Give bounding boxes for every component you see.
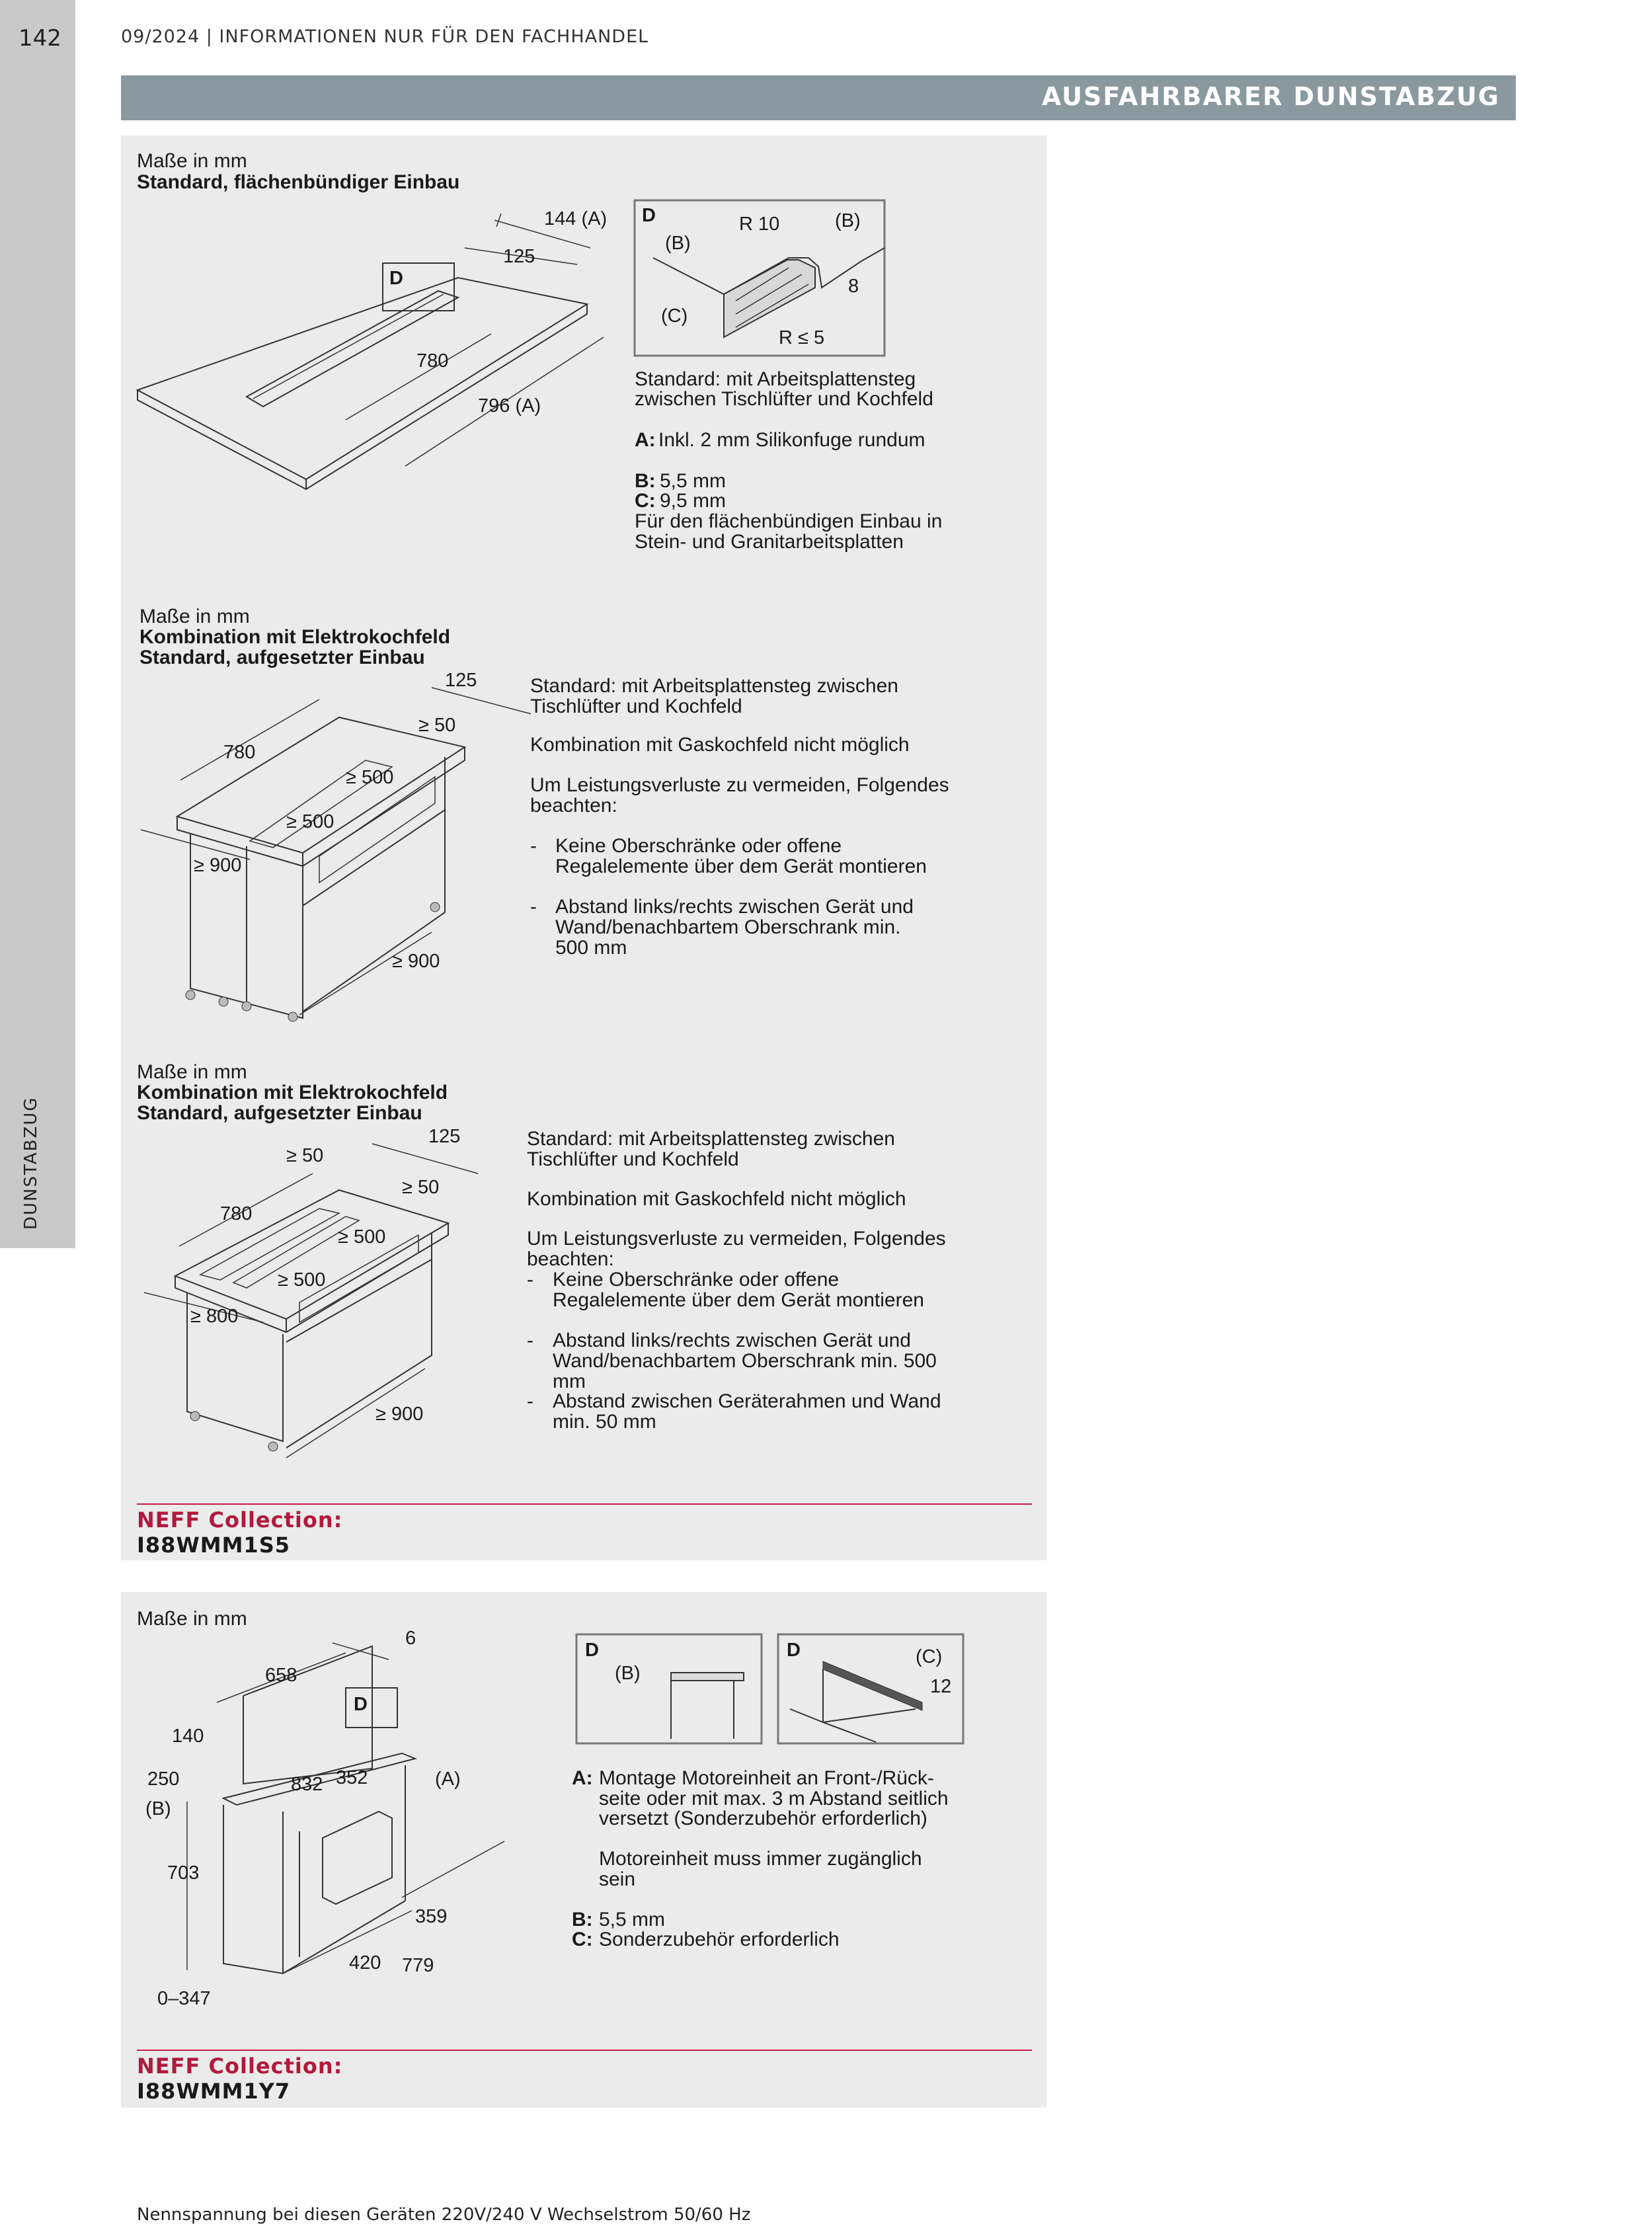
s2-note-8: Abstand links/rechts zwischen Gerät und bbox=[555, 896, 914, 918]
s2-dash-2: - bbox=[530, 896, 537, 918]
s2-dim-900a: ≥ 900 bbox=[194, 855, 242, 876]
s2-note-1: Standard: mit Arbeitsplattensteg zwischen bbox=[530, 675, 898, 697]
s3-note-12: min. 50 mm bbox=[553, 1411, 656, 1433]
title-banner bbox=[121, 75, 1516, 120]
s2-note-3: Kombination mit Gaskochfeld nicht möglich bbox=[530, 734, 910, 756]
s3-dim-50a: ≥ 50 bbox=[286, 1145, 324, 1166]
units-label-4: Maße in mm bbox=[137, 1608, 247, 1630]
s1-c-text: 9,5 mm bbox=[660, 490, 727, 512]
s2-dim-50: ≥ 50 bbox=[418, 715, 456, 736]
model-number-1: I88WMM1S5 bbox=[137, 1533, 290, 1558]
s3-note-1: Standard: mit Arbeitsplattensteg zwischen bbox=[527, 1128, 895, 1150]
s2-dim-500b: ≥ 500 bbox=[286, 811, 334, 832]
page-title: AUSFAHRBARER DUNSTABZUG bbox=[1041, 82, 1500, 111]
combo-drawing-2 bbox=[121, 1124, 531, 1468]
s3-note-5: beachten: bbox=[527, 1248, 614, 1270]
s3-title-2: Standard, aufgesetzter Einbau bbox=[137, 1102, 422, 1124]
downdraft-drawing bbox=[121, 1626, 544, 2023]
s4-a-line3: versetzt (Sonderzubehör erforderlich) bbox=[599, 1808, 927, 1829]
s4-dim-703: 703 bbox=[167, 1862, 200, 1884]
s3-note-3: Kombination mit Gaskochfeld nicht möglich bbox=[527, 1188, 906, 1210]
s1-c-key: C: bbox=[635, 490, 656, 512]
dim-796: 796 (A) bbox=[478, 395, 541, 417]
s1-a-text: Inkl. 2 mm Silikonfuge rundum bbox=[658, 429, 925, 451]
motor-unit bbox=[323, 1812, 392, 1904]
combo-drawing-1 bbox=[121, 668, 531, 1025]
s3-dim-900: ≥ 900 bbox=[375, 1404, 424, 1425]
dim-125: 125 bbox=[503, 246, 535, 267]
worktop-outline bbox=[138, 278, 587, 479]
s2-note-6: Keine Oberschränke oder offene bbox=[555, 835, 842, 857]
s3-note-8: Abstand links/rechts zwischen Gerät und bbox=[553, 1330, 911, 1351]
s2-note-5: beachten: bbox=[530, 795, 617, 816]
s1-b-key: B: bbox=[635, 470, 656, 492]
s3-dim-500b: ≥ 500 bbox=[278, 1269, 326, 1291]
collection-rule-1 bbox=[137, 1503, 1032, 1505]
s2-dim-500a: ≥ 500 bbox=[346, 767, 394, 788]
s1-a-key: A: bbox=[635, 429, 656, 451]
side-section-label: DUNSTABZUG bbox=[21, 1096, 41, 1230]
collection-rule-2 bbox=[137, 2050, 1032, 2051]
detail-box-d-label: D bbox=[642, 205, 656, 226]
dim-144: 144 (A) bbox=[544, 208, 608, 229]
s3-worktop bbox=[175, 1190, 448, 1319]
header-info: 09/2024 | INFORMATIONEN NUR FÜR DEN FACHHANDEL bbox=[121, 26, 649, 47]
s3-note-2: Tischlüfter und Kochfeld bbox=[527, 1148, 739, 1170]
s3-dash-1: - bbox=[527, 1269, 533, 1291]
s3-dim-800: ≥ 800 bbox=[190, 1306, 239, 1327]
s3-dim-500a: ≥ 500 bbox=[338, 1226, 386, 1248]
s4-dim-779: 779 bbox=[402, 1955, 434, 1976]
model-number-2: I88WMM1Y7 bbox=[137, 2079, 291, 2104]
s2-note-9: Wand/benachbartem Oberschrank min. bbox=[555, 916, 901, 938]
s2-dim-900b: ≥ 900 bbox=[392, 951, 440, 972]
s4-dim-359: 359 bbox=[415, 1906, 448, 1927]
s4-dim-6: 6 bbox=[405, 1628, 416, 1649]
s1-note-line4: Stein- und Granitarbeitsplatten bbox=[635, 531, 904, 553]
s4-motor-2: sein bbox=[599, 1868, 636, 1890]
s4-dim-250: 250 bbox=[147, 1769, 180, 1790]
collection-label-1: NEFF Collection: bbox=[137, 1507, 343, 1533]
s4-dim-420: 420 bbox=[349, 1952, 381, 1973]
detail-8: 8 bbox=[848, 276, 859, 297]
s4-detail-d1-label: D bbox=[585, 1640, 599, 1661]
detail-b-left: (B) bbox=[665, 233, 691, 254]
collection-label-2: NEFF Collection: bbox=[137, 2053, 343, 2079]
vent-slot bbox=[247, 291, 458, 407]
page-number: 142 bbox=[19, 25, 61, 52]
s4-motor-1: Motoreinheit muss immer zugänglich bbox=[599, 1848, 922, 1870]
s4-dim-352: 352 bbox=[336, 1767, 368, 1788]
s4-a-line2: seite oder mit max. 3 m Abstand seitlich bbox=[599, 1788, 949, 1810]
detail-d-label: D bbox=[389, 268, 403, 289]
s4-detail-b: (B) bbox=[615, 1663, 641, 1684]
side-tab bbox=[0, 0, 75, 1248]
s4-dim-0-347: 0–347 bbox=[157, 1988, 211, 2009]
section-subtitle: Standard, flächenbündiger Einbau bbox=[137, 171, 460, 193]
s3-dash-3: - bbox=[527, 1390, 533, 1412]
s4-a-line1: Montage Motoreinheit an Front-/Rück- bbox=[599, 1767, 934, 1789]
s1-note-line3: Für den flächenbündigen Einbau in bbox=[635, 510, 943, 532]
s2-title-1: Kombination mit Elektrokochfeld bbox=[139, 626, 451, 648]
s3-note-7: Regalelemente über dem Gerät montieren bbox=[553, 1289, 924, 1311]
s2-dash-1: - bbox=[530, 835, 537, 857]
s4-detail-boxes bbox=[572, 1630, 968, 1749]
s3-note-10: mm bbox=[553, 1371, 586, 1392]
s3-dim-125: 125 bbox=[428, 1126, 461, 1147]
units-label-3: Maße in mm bbox=[137, 1061, 247, 1083]
s3-note-4: Um Leistungsverluste zu vermeiden, Folgendes bbox=[527, 1228, 946, 1250]
s2-dim-125: 125 bbox=[445, 670, 477, 691]
s3-dim-780: 780 bbox=[220, 1203, 253, 1224]
s4-detail-12: 12 bbox=[930, 1676, 952, 1697]
s2-note-7: Regalelemente über dem Gerät montieren bbox=[555, 856, 927, 877]
s4-dim-a: (A) bbox=[435, 1769, 461, 1790]
s1-b-text: 5,5 mm bbox=[660, 470, 727, 492]
detail-r10: R 10 bbox=[739, 214, 780, 235]
s1-note-line1: Standard: mit Arbeitsplattensteg bbox=[635, 368, 916, 390]
dim-780: 780 bbox=[416, 350, 449, 372]
s3-title-1: Kombination mit Elektrokochfeld bbox=[137, 1082, 448, 1103]
detail-b-top: (B) bbox=[835, 210, 861, 231]
s2-worktop bbox=[177, 717, 465, 853]
detail-c: (C) bbox=[661, 305, 688, 327]
s4-c-text: Sonderzubehör erforderlich bbox=[599, 1929, 840, 1950]
s4-d-label: D bbox=[354, 1694, 368, 1715]
s4-dim-832: 832 bbox=[291, 1774, 323, 1795]
s3-note-9: Wand/benachbartem Oberschrank min. 500 bbox=[553, 1350, 937, 1372]
s2-title-2: Standard, aufgesetzter Einbau bbox=[139, 647, 425, 668]
s3-dim-50b: ≥ 50 bbox=[402, 1177, 440, 1198]
s4-c-key: C: bbox=[572, 1929, 593, 1950]
s4-detail-c: (C) bbox=[916, 1646, 943, 1667]
s2-dim-780: 780 bbox=[223, 742, 256, 763]
s4-a-key: A: bbox=[572, 1767, 593, 1789]
s3-note-6: Keine Oberschränke oder offene bbox=[553, 1269, 840, 1291]
s4-b-text: 5,5 mm bbox=[599, 1909, 666, 1931]
s2-note-4: Um Leistungsverluste zu vermeiden, Folgendes bbox=[530, 774, 949, 796]
s1-note-line2: zwischen Tischlüfter und Kochfeld bbox=[635, 388, 933, 410]
s2-note-2: Tischlüfter und Kochfeld bbox=[530, 696, 742, 717]
s4-dim-658: 658 bbox=[265, 1665, 297, 1686]
units-label: Maße in mm bbox=[137, 150, 247, 172]
s4-dim-140: 140 bbox=[172, 1726, 204, 1747]
detail-r5: R ≤ 5 bbox=[779, 327, 825, 348]
s3-dash-2: - bbox=[527, 1330, 533, 1351]
s4-detail-d2-label: D bbox=[787, 1640, 801, 1661]
s2-note-10: 500 mm bbox=[555, 937, 627, 959]
page-footer: Nennspannung bei diesen Geräten 220V/240 V Wechselstrom 50/60 Hz bbox=[137, 2205, 751, 2225]
glass-panel bbox=[243, 1646, 372, 1784]
s4-dim-b: (B) bbox=[145, 1798, 171, 1819]
s3-note-11: Abstand zwischen Geräterahmen und Wand bbox=[553, 1390, 941, 1412]
s4-b-key: B: bbox=[572, 1909, 593, 1931]
units-label-2: Maße in mm bbox=[139, 606, 250, 627]
